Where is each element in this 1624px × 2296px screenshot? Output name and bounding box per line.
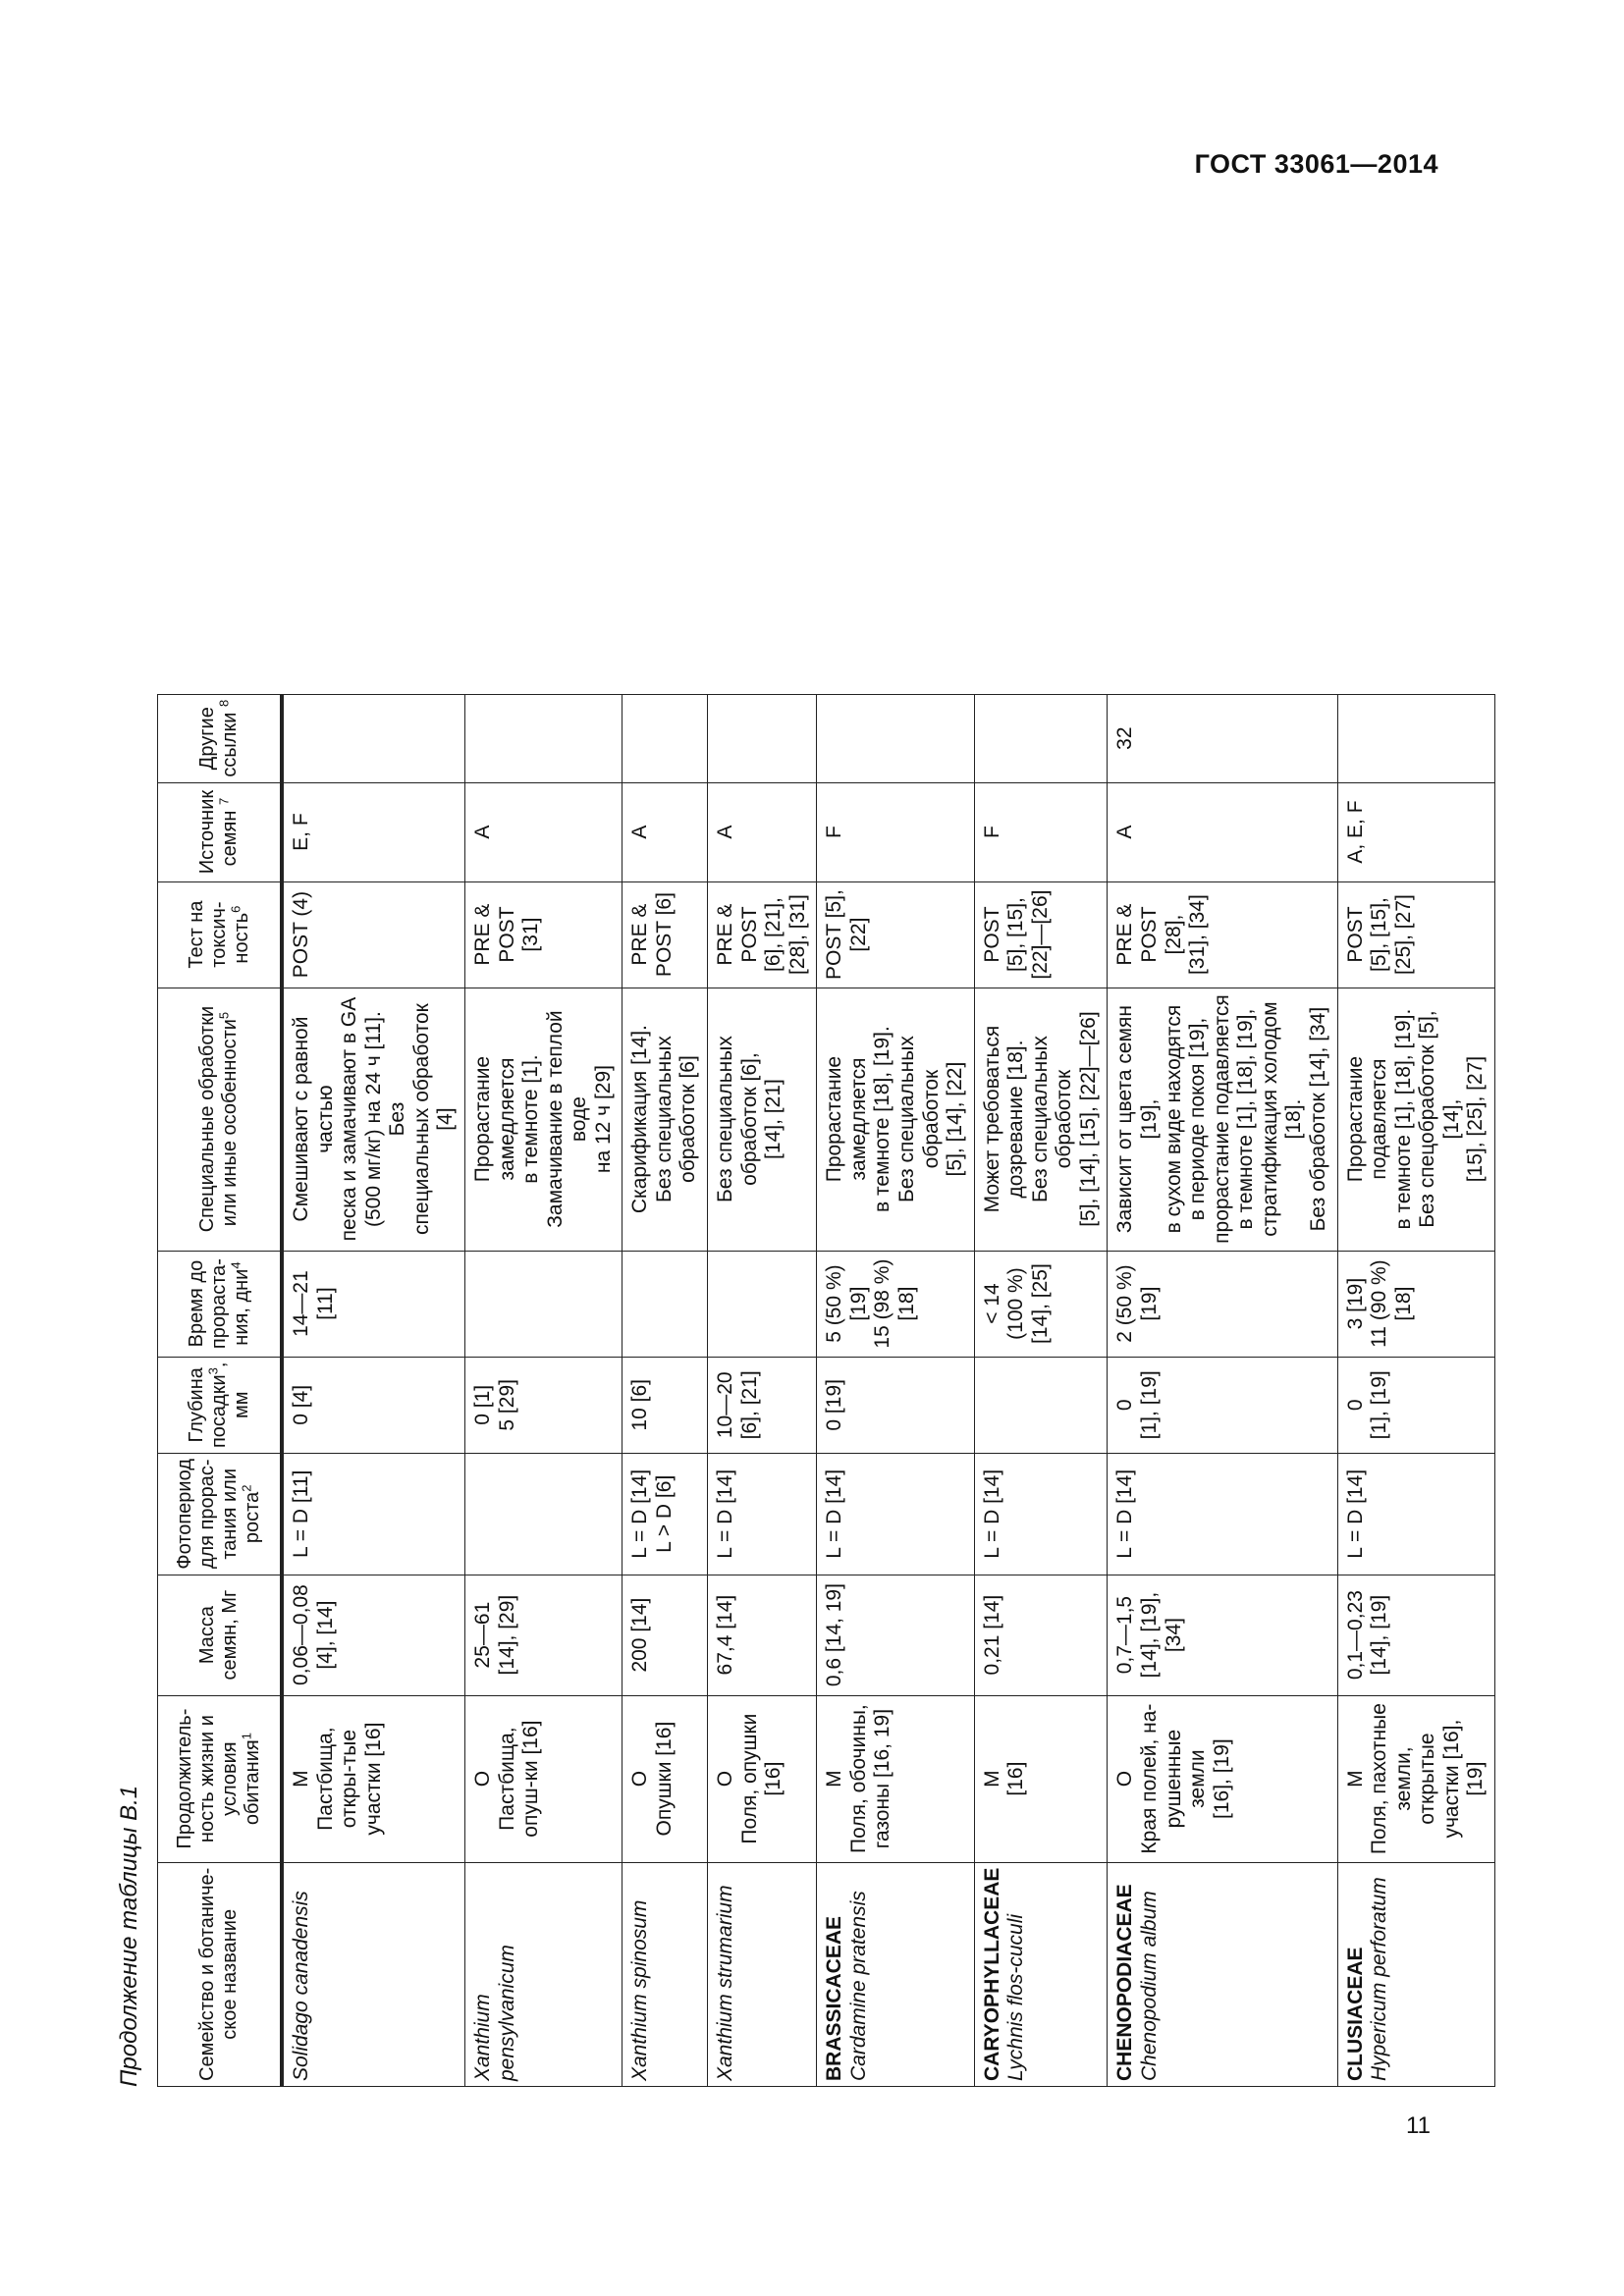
table-cell [708,1575,817,1695]
cell-text: L = D [14] [1343,1468,1367,1559]
cell-text: Может требоваться [980,1025,1003,1213]
table-cell [708,1251,817,1357]
cell-text: [14], [29] [495,1594,518,1676]
table-cell [817,1251,974,1357]
table-cell [282,1251,464,1357]
table-cell [974,988,1108,1251]
cell-text: рушенные земли [1162,1729,1210,1829]
table-cell [464,782,622,881]
cell-text: Прорастание подавляется [1343,1055,1391,1183]
table-cell [623,1454,708,1575]
cell-text: [16] [1004,1761,1028,1796]
species-name: Cardamine pratensis [846,1891,870,2081]
table-cell [1337,1575,1494,1695]
footnote-marker: 7 [216,797,232,806]
cell-text: L = D [14] [628,1468,652,1559]
column-header [158,1695,283,1862]
table-cell [1337,694,1494,782]
column-header-text: Масса семян, Мг [196,1589,241,1681]
cell-text: Без специальных обработок [1028,1036,1076,1202]
cell-text: [16], [19] [1210,1738,1233,1819]
rotated-content [110,236,1488,2087]
cell-text: O [714,1770,736,1788]
cell-text: POST [6] [652,892,676,978]
table-row [1108,694,1337,2086]
cell-text: 32 [1113,726,1137,750]
cell-text: 15 (98 %) [871,1258,894,1349]
taxon-cell [817,1862,974,2086]
table-cell [708,988,817,1251]
table-cell [282,782,464,881]
cell-text: [19] [1138,1286,1161,1321]
cell-text: Смешивают с равной частью [290,1016,337,1222]
table-row [623,694,708,2086]
cell-text: Без специальных обработок [6] [652,1036,700,1202]
footnote-marker: 8 [216,699,232,708]
table-cell [1108,1251,1337,1357]
cell-text: F [980,826,1003,838]
table-cell [282,1357,464,1453]
table-cell [1337,881,1494,988]
table-cell [974,1251,1108,1357]
cell-text: Пастбища, откры-тые участки [16] [313,1722,385,1836]
column-header-text: Фотопериод для прорас-тания или роста [174,1459,263,1570]
cell-text: Поля, обочины, [846,1704,870,1853]
cell-text: Поля, пахотные [1368,1703,1391,1855]
taxon-cell [1337,1862,1494,2086]
table-cell [708,1695,817,1862]
cell-text: дозревание [18]. [1004,1040,1028,1199]
cell-text: 0,7—1,5 [1113,1595,1137,1675]
species-name: Chenopodium album [1138,1891,1161,2081]
cell-text: O [1113,1770,1137,1788]
cell-text: Прорастание замедляется [470,1055,518,1183]
column-header-text: Глубина посадки [185,1367,230,1449]
cell-text: [22] [846,917,870,952]
cell-text: песка и замачивают в GA [338,996,361,1242]
cell-text: 67,4 [14] [714,1594,736,1676]
table-cell [282,881,464,988]
family-name: CHENOPODIACEAE [1113,1884,1137,2081]
cell-text: [6], [21] [737,1370,761,1440]
table-cell [817,1357,974,1453]
cell-text: 0 [19] [823,1379,846,1431]
column-header [158,1862,283,2086]
cell-text: [14], [21] [762,1079,785,1159]
cell-text: стратификация холодом [18]. [1258,1001,1306,1237]
table-cell [623,782,708,881]
cell-text: [1], [19] [1138,1370,1161,1440]
cell-text: Зависит от цвета семян [19], [1113,1005,1161,1234]
cell-text: 5 [29] [495,1379,518,1431]
column-header [158,881,283,988]
table-cell [1337,988,1494,1251]
table-cell [1337,1695,1494,1862]
species-name: Xanthium strumarium [714,1885,736,2081]
data-table [157,694,1495,2087]
column-header-text: Продолжитель-ность жизни и условия обитания [174,1708,263,1849]
cell-text: A [1113,825,1137,839]
table-cell [1337,1357,1494,1453]
cell-text: 200 [14] [628,1597,652,1673]
cell-text: [1], [19] [1368,1370,1391,1440]
table-header-row [158,694,283,2086]
cell-text: POST [5], [823,889,846,980]
table-cell [974,782,1108,881]
page-number: 11 [1406,2112,1431,2139]
table-cell [708,782,817,881]
cell-text: O [628,1770,652,1788]
cell-text: Без обработок [14], [34] [1306,1006,1329,1232]
table-row [282,694,464,2086]
cell-text: A [470,825,494,839]
cell-text: [5], [15], [1368,897,1391,973]
table-cell [623,1575,708,1695]
cell-text: [14], [25] [1028,1263,1052,1344]
cell-text: < 14 [980,1283,1003,1324]
cell-text: [14], [19], [1138,1591,1161,1679]
column-header-text: Семейство и ботаниче-ское название [196,1867,241,2081]
cell-text: A [628,825,652,839]
species-name: Hypericum perforatum [1368,1877,1391,2081]
cell-text: L = D [14] [714,1468,736,1559]
cell-text: [5], [14], [15], [22]—[26] [1076,1011,1100,1227]
table-cell [464,881,622,988]
cell-text: газоны [16, 19] [871,1708,894,1849]
footnote-marker: 1 [239,1733,254,1740]
table-cell [623,988,708,1251]
cell-text: в темноте [1]. [519,1054,543,1184]
species-name: Solidago canadensis [290,1891,312,2081]
table-cell [1108,1695,1337,1862]
cell-text: L = D [14] [823,1468,846,1559]
table-cell [817,988,974,1251]
table-cell [817,694,974,782]
cell-text: на 12 ч [29] [591,1065,615,1174]
table-cell [708,1454,817,1575]
column-header [158,1251,283,1357]
cell-text: POST [28], [1138,906,1185,963]
taxon-cell [974,1862,1108,2086]
cell-text: Скарификация [14]. [628,1025,652,1214]
table-cell [1337,1251,1494,1357]
cell-text: M [290,1770,312,1788]
cell-text: 0 [4] [290,1384,312,1425]
cell-text: 5 (50 %) [823,1264,846,1343]
cell-text: 11 (90 %) [1368,1259,1391,1348]
taxon-cell [623,1862,708,2086]
cell-text: [18] [1391,1286,1415,1321]
table-cell [1108,782,1337,881]
cell-text: [5], [14], [22] [944,1061,967,1177]
cell-text: специальных обработок [4] [409,1003,458,1235]
column-header [158,694,283,782]
cell-text: [6], [21], [762,897,785,973]
cell-text: 3 [19] [1343,1277,1367,1330]
cell-text: в сухом виде находятся [1162,1004,1185,1234]
cell-text: E, F [290,813,312,851]
cell-text: O [470,1770,494,1788]
taxon-cell [1108,1862,1337,2086]
cell-text: в темноте [18], [19]. [871,1026,894,1212]
cell-text: L = D [11] [290,1469,312,1558]
table-cell [464,1454,622,1575]
document-code: ГОСТ 33061—2014 [1194,149,1438,179]
table-cell [1337,782,1494,881]
taxon-cell [464,1862,622,2086]
cell-text: [28], [31] [785,894,809,975]
table-cell [464,1251,622,1357]
table-cell [974,881,1108,988]
cell-text: [31], [34] [1186,894,1210,975]
cell-text: Поля, опушки [16] [737,1713,785,1844]
column-header-text: Источник семян [196,789,241,875]
cell-text: [34] [1162,1618,1185,1653]
family-name: BRASSICACEAE [823,1915,846,2081]
cell-text: земли, открытые [1391,1733,1439,1825]
table-cell [464,1575,622,1695]
cell-text: 14—21 [290,1270,312,1337]
cell-text: [18] [894,1286,918,1321]
family-name: CARYOPHYLLACEAE [980,1867,1003,2081]
taxon-cell [708,1862,817,2086]
family-name: CLUSIACEAE [1343,1947,1367,2081]
cell-text: L = D [14] [1113,1468,1137,1559]
cell-text: POST [31] [495,906,543,963]
table-cell [817,1695,974,1862]
cell-text: [25], [27] [1391,894,1415,975]
table-cell [817,782,974,881]
table-cell [1108,1357,1337,1453]
table-cell [623,881,708,988]
table-cell [464,1357,622,1453]
cell-text: Опушки [16] [652,1721,676,1837]
column-header [158,1575,283,1695]
table-row [464,694,622,2086]
table-cell [464,1695,622,1862]
footnote-marker: 6 [227,905,243,913]
table-cell [1108,988,1337,1251]
table-cell [1337,1454,1494,1575]
cell-text: 0 [1113,1399,1137,1412]
rotated-table-area [110,236,1488,2087]
table-cell [974,1454,1108,1575]
cell-text: Без спецобработок [5], [14], [1416,1010,1463,1228]
column-header-text: Время до прораста-ния, дни [185,1258,252,1350]
cell-text: POST (4) [290,890,312,979]
cell-text: [14], [19] [1368,1594,1391,1676]
cell-text: 10—20 [714,1371,736,1439]
table-cell [282,1454,464,1575]
cell-text: [4], [14] [313,1600,337,1670]
cell-text: M [1343,1770,1367,1788]
cell-text: [22]—[26] [1028,889,1052,980]
column-header-text: Специальные обработки или иные особенности [196,1005,241,1233]
table-cell [1108,881,1337,988]
taxon-cell [282,1862,464,2086]
cell-text: POST [980,906,1003,963]
table-cell [282,988,464,1251]
cell-text: участки [16], [19] [1439,1719,1488,1839]
table-cell [1108,694,1337,782]
cell-text: A [714,825,736,839]
cell-text: L = D [14] [980,1468,1003,1559]
cell-text: (100 %) [1004,1267,1028,1340]
cell-text: POST [737,906,761,963]
cell-text: (500 мг/кг) на 24 ч [11]. Без [361,1011,409,1227]
table-body [282,694,1494,2086]
species-name: Lychnis flos-cuculi [1004,1913,1028,2081]
table-cell [974,1575,1108,1695]
cell-text: L > D [6] [652,1474,676,1553]
cell-text: 2 (50 %) [1113,1264,1137,1343]
table-cell [817,1575,974,1695]
cell-text: 0,21 [14] [980,1594,1003,1676]
cell-text: [11] [313,1287,337,1320]
cell-text: Без специальных обработок [6], [714,1036,761,1202]
table-cell [974,1357,1108,1453]
footnote-marker: 5 [216,1011,232,1020]
cell-text: 10 [6] [628,1379,652,1431]
table-cell [464,694,622,782]
table-cell [817,1454,974,1575]
footnote-marker: 4 [227,1261,243,1269]
cell-text: 0 [1] [470,1384,494,1425]
footnote-marker: 2 [239,1484,254,1492]
table-cell [974,694,1108,782]
species-name: Xanthium spinosum [628,1899,652,2081]
cell-text: в темноте [1], [18], [19], [1234,1008,1258,1230]
table-cell [623,1357,708,1453]
cell-text: [19] [846,1286,870,1321]
species-name: Xanthium pensylvanicum [470,1945,518,2081]
table-cell [464,988,622,1251]
table-cell [817,881,974,988]
table-cell [708,881,817,988]
cell-text: PRE & [1113,903,1137,966]
cell-text: прорастание подавляется [1210,994,1233,1244]
column-header-text: Другие ссылки [196,707,241,777]
cell-text: M [823,1770,846,1788]
table-cell [282,694,464,782]
cell-text: F [823,826,846,838]
cell-text: M [980,1770,1003,1788]
cell-text: Прорастание замедляется [823,1055,870,1183]
cell-text: 0 [1343,1399,1367,1412]
cell-text: 0,6 [14, 19] [823,1583,846,1687]
column-header [158,1454,283,1575]
column-header [158,988,283,1251]
table-cell [282,1575,464,1695]
table-continuation-label: Продолжение таблицы В.1 [116,1785,142,2087]
table-cell [708,694,817,782]
table-cell [1108,1575,1337,1695]
table-row [817,694,974,2086]
cell-text: Замачивание в теплой воде [543,1010,591,1228]
cell-text: [15], [25], [27] [1464,1055,1488,1183]
table-row [1337,694,1494,2086]
table-cell [1108,1454,1337,1575]
cell-text: PRE & [714,903,736,966]
column-header [158,782,283,881]
cell-text: Без специальных обработок [894,1036,943,1202]
table-cell [623,694,708,782]
table-cell [708,1357,817,1453]
cell-text: 25—61 [470,1601,494,1669]
column-header [158,1357,283,1453]
cell-text: 0,06—0,08 [290,1584,312,1685]
column-header-text: Тест на токсич-ность [185,900,252,969]
cell-text: [5], [15], [1004,897,1028,973]
table-row [974,694,1108,2086]
table-row [708,694,817,2086]
cell-text: POST [1343,906,1367,963]
column-header-unit: , мм [207,1362,252,1419]
cell-text: Пастбища, опуш-ки [16] [495,1720,543,1838]
table-cell [623,1251,708,1357]
footnote-marker: 3 [204,1367,220,1375]
cell-text: PRE & [628,903,652,966]
cell-text: 0,1—0,23 [1343,1590,1367,1681]
table-cell [282,1695,464,1862]
cell-text: A, E, F [1343,800,1367,864]
cell-text: в темноте [1], [18], [19]. [1391,1008,1415,1230]
cell-text: Края полей, на- [1138,1703,1161,1854]
table-cell [974,1695,1108,1862]
table-cell [623,1695,708,1862]
cell-text: в периоде покоя [19], [1186,1017,1210,1221]
cell-text: PRE & [470,903,494,966]
